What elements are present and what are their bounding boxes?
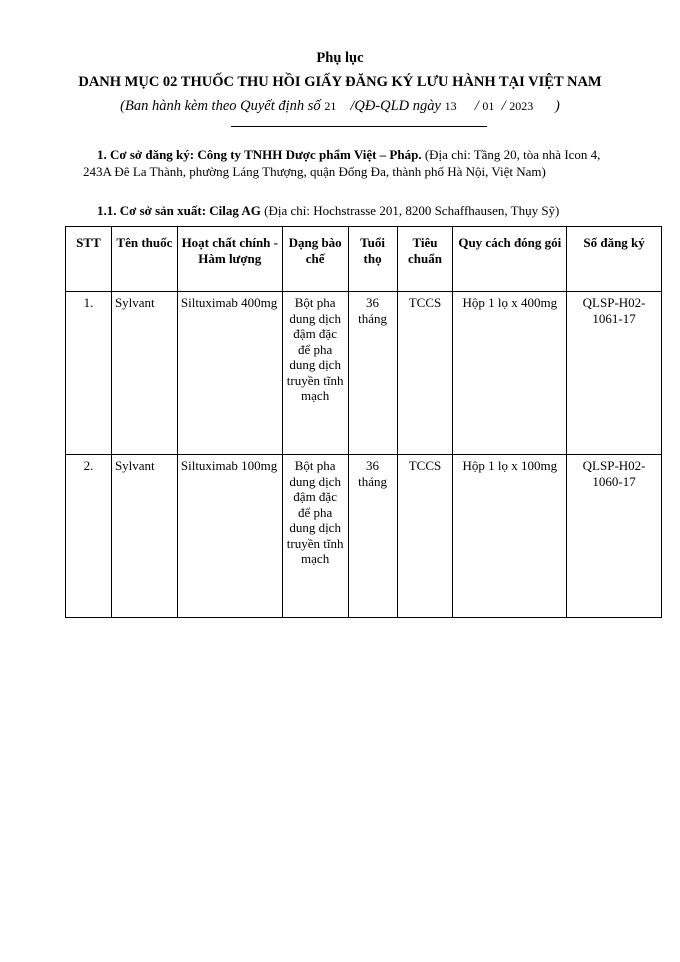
decision-year: 2023 <box>509 99 534 113</box>
decision-close: ) <box>555 98 560 114</box>
table-header-row <box>66 227 662 292</box>
decision-month: 01 <box>482 99 495 113</box>
header-registration-number: Số đăng ký <box>567 227 662 292</box>
cell-form: Bột pha dung dịch đậm đặc để pha dung dịch truyền tĩnh mạch <box>282 455 348 618</box>
drug-table <box>65 226 662 618</box>
decision-line <box>0 98 680 115</box>
header-standard: Tiêu chuẩn <box>397 227 453 292</box>
table-row <box>66 455 662 618</box>
header-stt: STT <box>66 227 112 292</box>
cell-form: Bột pha dung dịch đậm đặc để pha dung dịch truyền tĩnh mạch <box>282 292 348 455</box>
registrant-address: (Địa chỉ: Tầng 20, tòa nhà Icon 4, 243A Đê La Thành, phường Láng Thượng, quận Đống Đa, thành phố Hà Nội, Việt Nam) <box>83 147 601 179</box>
cell-shelf-life: 36 tháng <box>348 292 397 455</box>
manufacturer-address: (Địa chỉ: Hochstrasse 201, 8200 Schaffhausen, Thụy Sỹ) <box>264 203 560 218</box>
header-shelf-life: Tuổi thọ <box>348 227 397 292</box>
cell-registration-number: QLSP-H02-1060-17 <box>567 455 662 618</box>
cell-standard: TCCS <box>397 455 453 618</box>
decision-code: /QĐ-QLD ngày <box>350 98 441 114</box>
cell-packaging: Hộp 1 lọ x 100mg <box>453 455 567 618</box>
header-ingredient: Hoạt chất chính - Hàm lượng <box>177 227 282 292</box>
appendix-title: Phụ lục <box>316 50 364 66</box>
cell-ingredient: Siltuximab 400mg <box>177 292 282 455</box>
registrant-label: 1. Cơ sở đăng ký: Công ty TNHH Dược phẩm Việt – Pháp. <box>97 147 422 162</box>
year-separator: / <box>501 98 506 114</box>
month-separator: / <box>474 98 479 114</box>
cell-name: Sylvant <box>111 292 177 455</box>
cell-ingredient: Siltuximab 100mg <box>177 455 282 618</box>
cell-shelf-life: 36 tháng <box>348 455 397 618</box>
header-name: Tên thuốc <box>111 227 177 292</box>
manufacturer-label: 1.1. Cơ sở sản xuất: Cilag AG <box>97 203 261 218</box>
cell-stt: 1. <box>66 292 112 455</box>
decision-number: 21 <box>324 99 337 113</box>
cell-stt: 2. <box>66 455 112 618</box>
decision-prefix: (Ban hành kèm theo Quyết định số <box>120 98 321 114</box>
header-packaging: Quy cách đóng gói <box>453 227 567 292</box>
cell-name: Sylvant <box>111 455 177 618</box>
manufacturer-paragraph <box>97 203 642 220</box>
cell-packaging: Hộp 1 lọ x 400mg <box>453 292 567 455</box>
header-form: Dạng bào chế <box>282 227 348 292</box>
registrant-paragraph <box>83 147 628 180</box>
decision-day: 13 <box>444 99 457 113</box>
cell-standard: TCCS <box>397 292 453 455</box>
cell-registration-number: QLSP-H02-1061-17 <box>567 292 662 455</box>
table-row <box>66 292 662 455</box>
title-divider <box>231 126 487 127</box>
list-title: DANH MỤC 02 THUỐC THU HỒI GIẤY ĐĂNG KÝ LƯU HÀNH TẠI VIỆT NAM <box>78 74 602 90</box>
